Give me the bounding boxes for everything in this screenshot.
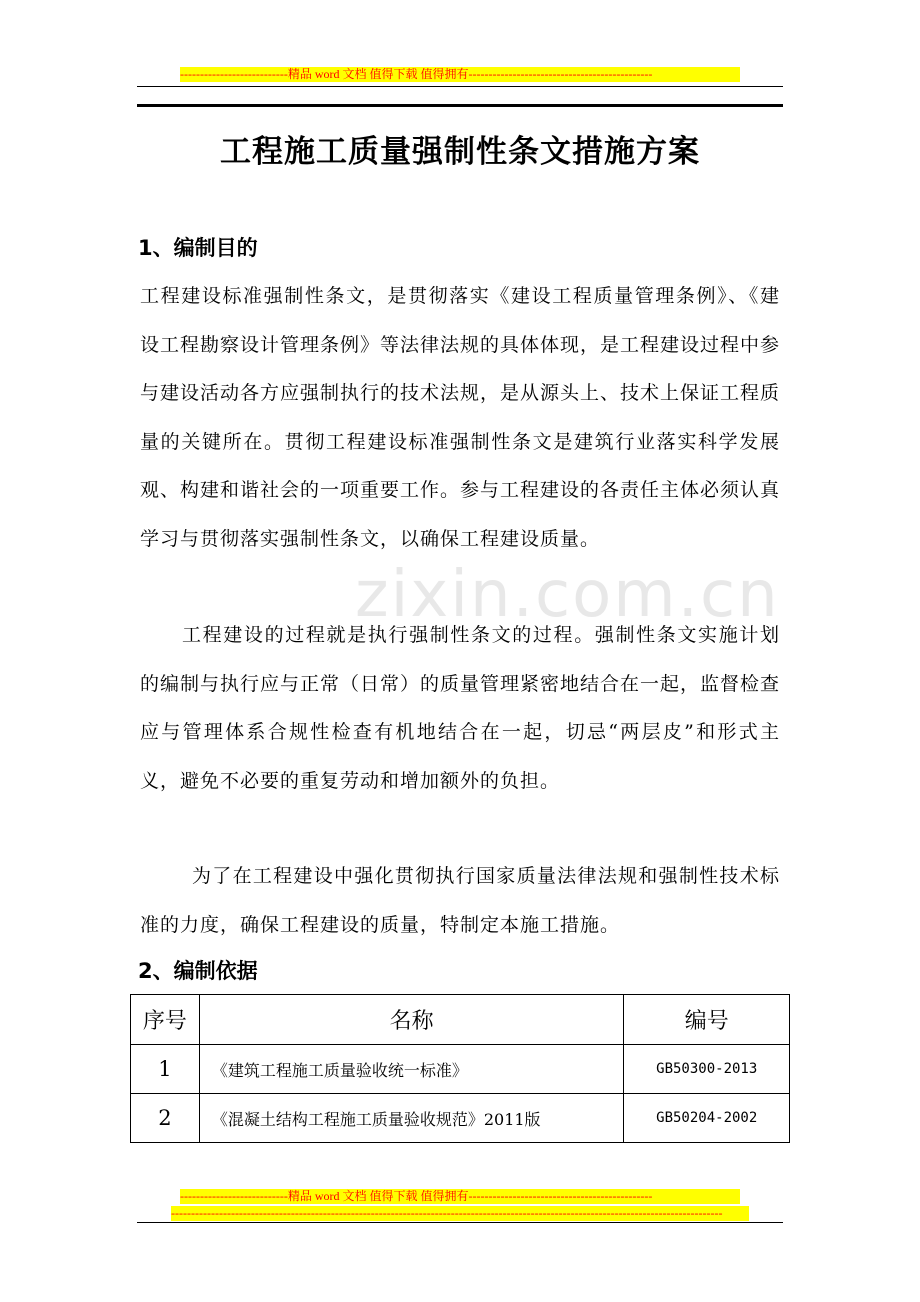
header-banner: ---------------------------精品 word 文档 值得下载 值得拥有---------------------------------------------- [180, 67, 740, 82]
cell-code: GB50300-2013 [624, 1045, 790, 1094]
table-row [131, 1045, 790, 1094]
header-code: 编号 [624, 995, 790, 1045]
paragraph-purpose-3: 为了在工程建设中强化贯彻执行国家质量法律法规和强制性技术标准的力度，确保工程建设的质量，特制定本施工措施。 [140, 865, 780, 936]
cell-serial: 1 [131, 1045, 200, 1094]
paragraph-purpose-1: 工程建设标准强制性条文，是贯彻落实《建设工程质量管理条例》、《建设工程勘察设计管理条例》等法律法规的具体体现，是工程建设过程中参与建设活动各方应强制执行的技术法规，是从源头上、技术上保证工程质量的关键所在。贯彻工程建设标准强制性条文是建筑行业落实科学发展观、构建和谐社会的一项重要工作。参与工程建设的各责任主体必须认真学习与贯彻落实强制性条文，以确保工程建设质量。 [140, 285, 781, 550]
cell-serial: 2 [131, 1094, 200, 1143]
section-heading-basis: 2、编制依据 [138, 959, 258, 983]
header-name: 名称 [199, 995, 624, 1045]
footer-rule [137, 1222, 783, 1223]
footer-banner-dashes: ------------------------------------------------------------------------------------------------------------------------------------------ [171, 1206, 749, 1221]
header-rule-thin [137, 86, 783, 87]
header-serial: 序号 [131, 995, 200, 1045]
table-header-row [131, 995, 790, 1045]
header-rule-thick [137, 104, 783, 107]
footer-banner: ---------------------------精品 word 文档 值得下载 值得拥有---------------------------------------------- [180, 1189, 740, 1204]
basis-table [130, 994, 790, 1143]
cell-name: 《混凝土结构工程施工质量验收规范》2011版 [199, 1094, 624, 1143]
cell-code: GB50204-2002 [624, 1094, 790, 1143]
paragraph-purpose-2: 工程建设的过程就是执行强制性条文的过程。强制性条文实施计划的编制与执行应与正常（日常）的质量管理紧密地结合在一起，监督检查应与管理体系合规性检查有机地结合在一起，切忌“两层皮”和形式主义，避免不必要的重复劳动和增加额外的负担。 [140, 624, 781, 792]
cell-name: 《建筑工程施工质量验收统一标准》 [199, 1045, 624, 1094]
table-row [131, 1094, 790, 1143]
watermark: zixin.com.cn [355, 558, 780, 632]
document-title: 工程施工质量强制性条文措施方案 [220, 134, 700, 170]
section-heading-purpose: 1、编制目的 [138, 236, 258, 260]
